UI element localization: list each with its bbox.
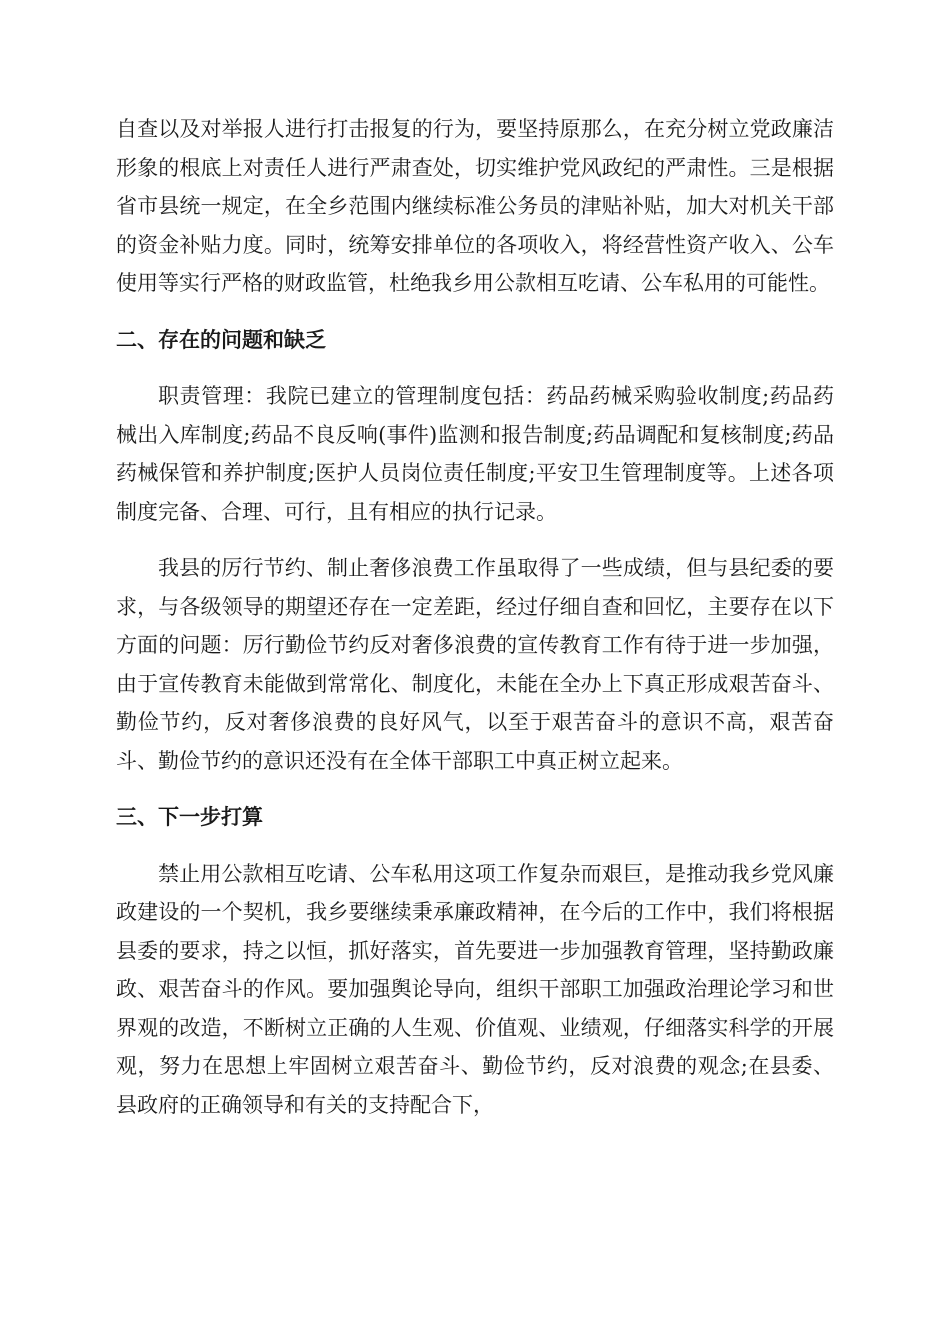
paragraph-1: 自查以及对举报人进行打击报复的行为，要坚持原那么，在充分树立党政廉洁形象的根底上对责任人进行严肃查处，切实维护党风政纪的严肃性。三是根据省市县统一规定，在全乡范围内继续标准公务员的津贴补贴，加大对机关干部的资金补贴力度。同时，统筹安排单位的各项收入，将经营性资产收入、公车使用等实行严格的财政监管，杜绝我乡用公款相互吃请、公车私用的可能性。 <box>116 117 834 295</box>
section-heading-2: 二、存在的问题和缺乏 <box>116 327 326 352</box>
paragraph-3: 我县的厉行节约、制止奢侈浪费工作虽取得了一些成绩，但与县纪委的要求，与各级领导的期望还存在一定差距，经过仔细自查和回忆，主要存在以下方面的问题：厉行勤俭节约反对奢侈浪费的宣传教育工作有待于进一步加强，由于宣传教育未能做到常常化、制度化，未能在全办上下真正形成艰苦奋斗、勤俭节约，反对奢侈浪费的良好风气，以至于艰苦奋斗的意识不高，艰苦奋斗、勤俭节约的意识还没有在全体干部职工中真正树立起来。 <box>116 556 834 773</box>
paragraph-2: 职责管理：我院已建立的管理制度包括：药品药械采购验收制度;药品药械出入库制度;药品不良反响(事件)监测和报告制度;药品调配和复核制度;药品药械保管和养护制度;医护人员岗位责任制度;平安卫生管理制度等。上述各项制度完备、合理、可行，且有相应的执行记录。 <box>116 384 834 524</box>
section-heading-3: 三、下一步打算 <box>116 805 263 829</box>
document-page <box>116 110 834 1142</box>
paragraph-4: 禁止用公款相互吃请、公车私用这项工作复杂而艰巨，是推动我乡党风廉政建设的一个契机，我乡要继续秉承廉政精神，在今后的工作中，我们将根据县委的要求，持之以恒，抓好落实，首先要进一步加强教育管理，坚持勤政廉政、艰苦奋斗的作风。要加强舆论导向，组织干部职工加强政治理论学习和世界观的改造，不断树立正确的人生观、价值观、业绩观，仔细落实科学的开展观，努力在思想上牢固树立艰苦奋斗、勤俭节约，反对浪费的观念;在县委、县政府的正确领导和有关的支持配合下， <box>116 861 834 1117</box>
